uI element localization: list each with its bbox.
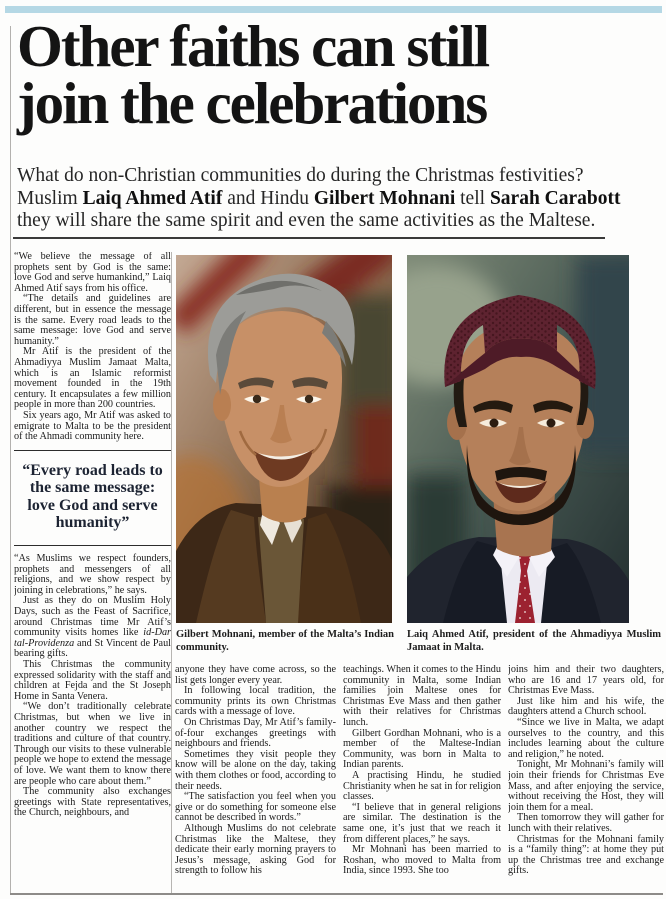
- standfirst: [17, 165, 657, 233]
- paragraph: Mr Mohnani has been married to Roshan, who moved to Malta from India, since 1993. She too: [343, 844, 501, 877]
- paragraph: joins him and their two daughters, who are 16 and 17 years old, for Christmas Eve Mass.: [508, 665, 664, 697]
- paragraph: “Since we live in Malta, we adapt ourselves to the country, and this includes learning about the culture and religion,” he noted.: [508, 716, 664, 760]
- paragraph: The community also exchanges greetings with State representatives, the Church, neighbours, and: [14, 786, 171, 819]
- paragraph: A practising Hindu, he studied Christianity when he sat in for religion classes.: [343, 769, 501, 803]
- paragraph: Mr Atif is the president of the Ahmadiyya Muslim Jamaat Malta, which is an Islamic reformist movement founded in the 19th century. It encapsulates a few million people in more than 200 countries.: [14, 346, 171, 411]
- paragraph: “As Muslims we respect founders, prophets and messengers of all religions, and we show respect by joining in celebrations,” he says.: [14, 553, 171, 596]
- paragraph: Sometimes they visit people they know will be alone on the day, taking with them clothes or food, according to their needs.: [175, 748, 336, 792]
- standfirst-rule: [13, 237, 605, 239]
- byline-name-gilbert: Gilbert Mohnani: [313, 187, 456, 209]
- byline-name-laiq: Laiq Ahmed Atif: [82, 187, 223, 209]
- paragraph: Six years ago, Mr Atif was asked to emigrate to Malta to be the president of the Ahmadi community here.: [14, 409, 171, 443]
- standfirst-line3: they will share the same spirit and even the same activities as the Maltese.: [17, 210, 596, 232]
- paragraph: Just like him and his wife, the daughters attend a Church school.: [508, 695, 664, 718]
- photo-caption-gilbert: Gilbert Mohnani, member of the Malta’s Indian community.: [176, 629, 394, 653]
- paragraph: “The satisfaction you feel when you give or do something for someone else cannot be described in words.”: [175, 791, 336, 824]
- paragraph: anyone they have come across, so the list gets longer every year.: [175, 665, 336, 686]
- paragraph: “We don’t traditionally celebrate Christmas, but when we live in another country we respect the traditions and culture of that country. Through our visits to these vulnerable people we hope to extend the message of love. We want them to know there are people who care about them.”: [14, 701, 171, 787]
- column-1: [14, 252, 171, 894]
- paragraph: Gilbert Gordhan Mohnani, who is a member of the Maltese-Indian Community, was born in Malta to Indian parents.: [343, 727, 501, 771]
- bottom-rule: [10, 893, 663, 895]
- paragraph: teachings. When it comes to the Hindu community in Malta, some Indian families join Maltese ones for Christmas Eve Mass and then gather with their relatives for Christmas lunch.: [343, 665, 501, 728]
- byline-name-author: Sarah Carabott: [489, 187, 621, 209]
- photo-caption-laiq: Laiq Ahmed Atif, president of the Ahmadiyya Muslim Jamaat in Malta.: [407, 629, 661, 653]
- column-4: [508, 665, 664, 894]
- paragraph: Tonight, Mr Mohnani’s family will join their friends for Christmas Eve Mass, and after enjoying the service, without receiving the Host, they will join them for a meal.: [508, 759, 664, 813]
- article-headline: [17, 13, 665, 136]
- column-3: [343, 665, 501, 894]
- standfirst-line1: What do non-Christian communities do during the Christmas festivities?: [17, 165, 584, 186]
- paragraph: Then tomorrow they will gather for lunch with their relatives.: [508, 812, 664, 834]
- left-page-rule: [10, 26, 11, 893]
- paragraph: Just as they do on Muslim Holy Days, such as the Feast of Sacrifice, around Christmas time Mr Atif’s community visits homes like id-Dar tal-Providenza and St Vincent de Paul bearing gifts.: [14, 595, 171, 660]
- portrait-gilbert-illustration: [176, 255, 392, 623]
- italic-home-name: id-Dar tal-Providenza: [14, 627, 171, 649]
- headline-line2: join the celebrations: [17, 70, 487, 136]
- paragraph: This Christmas the community expressed solidarity with the staff and children at Fejda and the St Joseph Home in Santa Venera.: [14, 659, 171, 702]
- paragraph: “I believe that in general religions are similar. The destination is the same one, it’s just that we reach it from different places,” he says.: [343, 801, 501, 845]
- column-divider-rule: [171, 252, 172, 893]
- photo-gilbert-mohnani: [176, 255, 392, 623]
- pull-quote: “Every road leads to the same message: love God and serve humanity”: [14, 450, 171, 546]
- paragraph: Although Muslims do not celebrate Christmas like the Maltese, they dedicate their early morning prayers to Jesus’s message, asking God for strength to follow his: [175, 822, 336, 877]
- paragraph: On Christmas Day, Mr Atif’s family-of-four exchanges greetings with neighbours and friends.: [175, 716, 336, 750]
- standfirst-line2: Muslim Laiq Ahmed Atif and Hindu Gilbert Mohnani tell Sarah Carabott: [17, 187, 621, 209]
- headline-line1: Other faiths can still: [17, 13, 489, 79]
- paragraph: Christmas for the Mohnani family is a “family thing”: at home they put up the Christmas tree and exchange gifts.: [508, 833, 664, 877]
- photo-laiq-ahmed-atif: [407, 255, 629, 623]
- paragraph: In following local tradition, the community prints its own Christmas cards with a message of love.: [175, 685, 336, 718]
- paragraph: “The details and guidelines are different, but in essence the message is the same. Every road leads to the same message: love God and serve humanity.”: [14, 293, 171, 347]
- top-accent-bar: [5, 6, 662, 13]
- column-2: [175, 665, 336, 894]
- portrait-laiq-illustration: [407, 255, 629, 623]
- paragraph: “We believe the message of all prophets sent by God is the same: love God and serve humankind,” Laiq Ahmed Atif says from his office.: [14, 252, 171, 294]
